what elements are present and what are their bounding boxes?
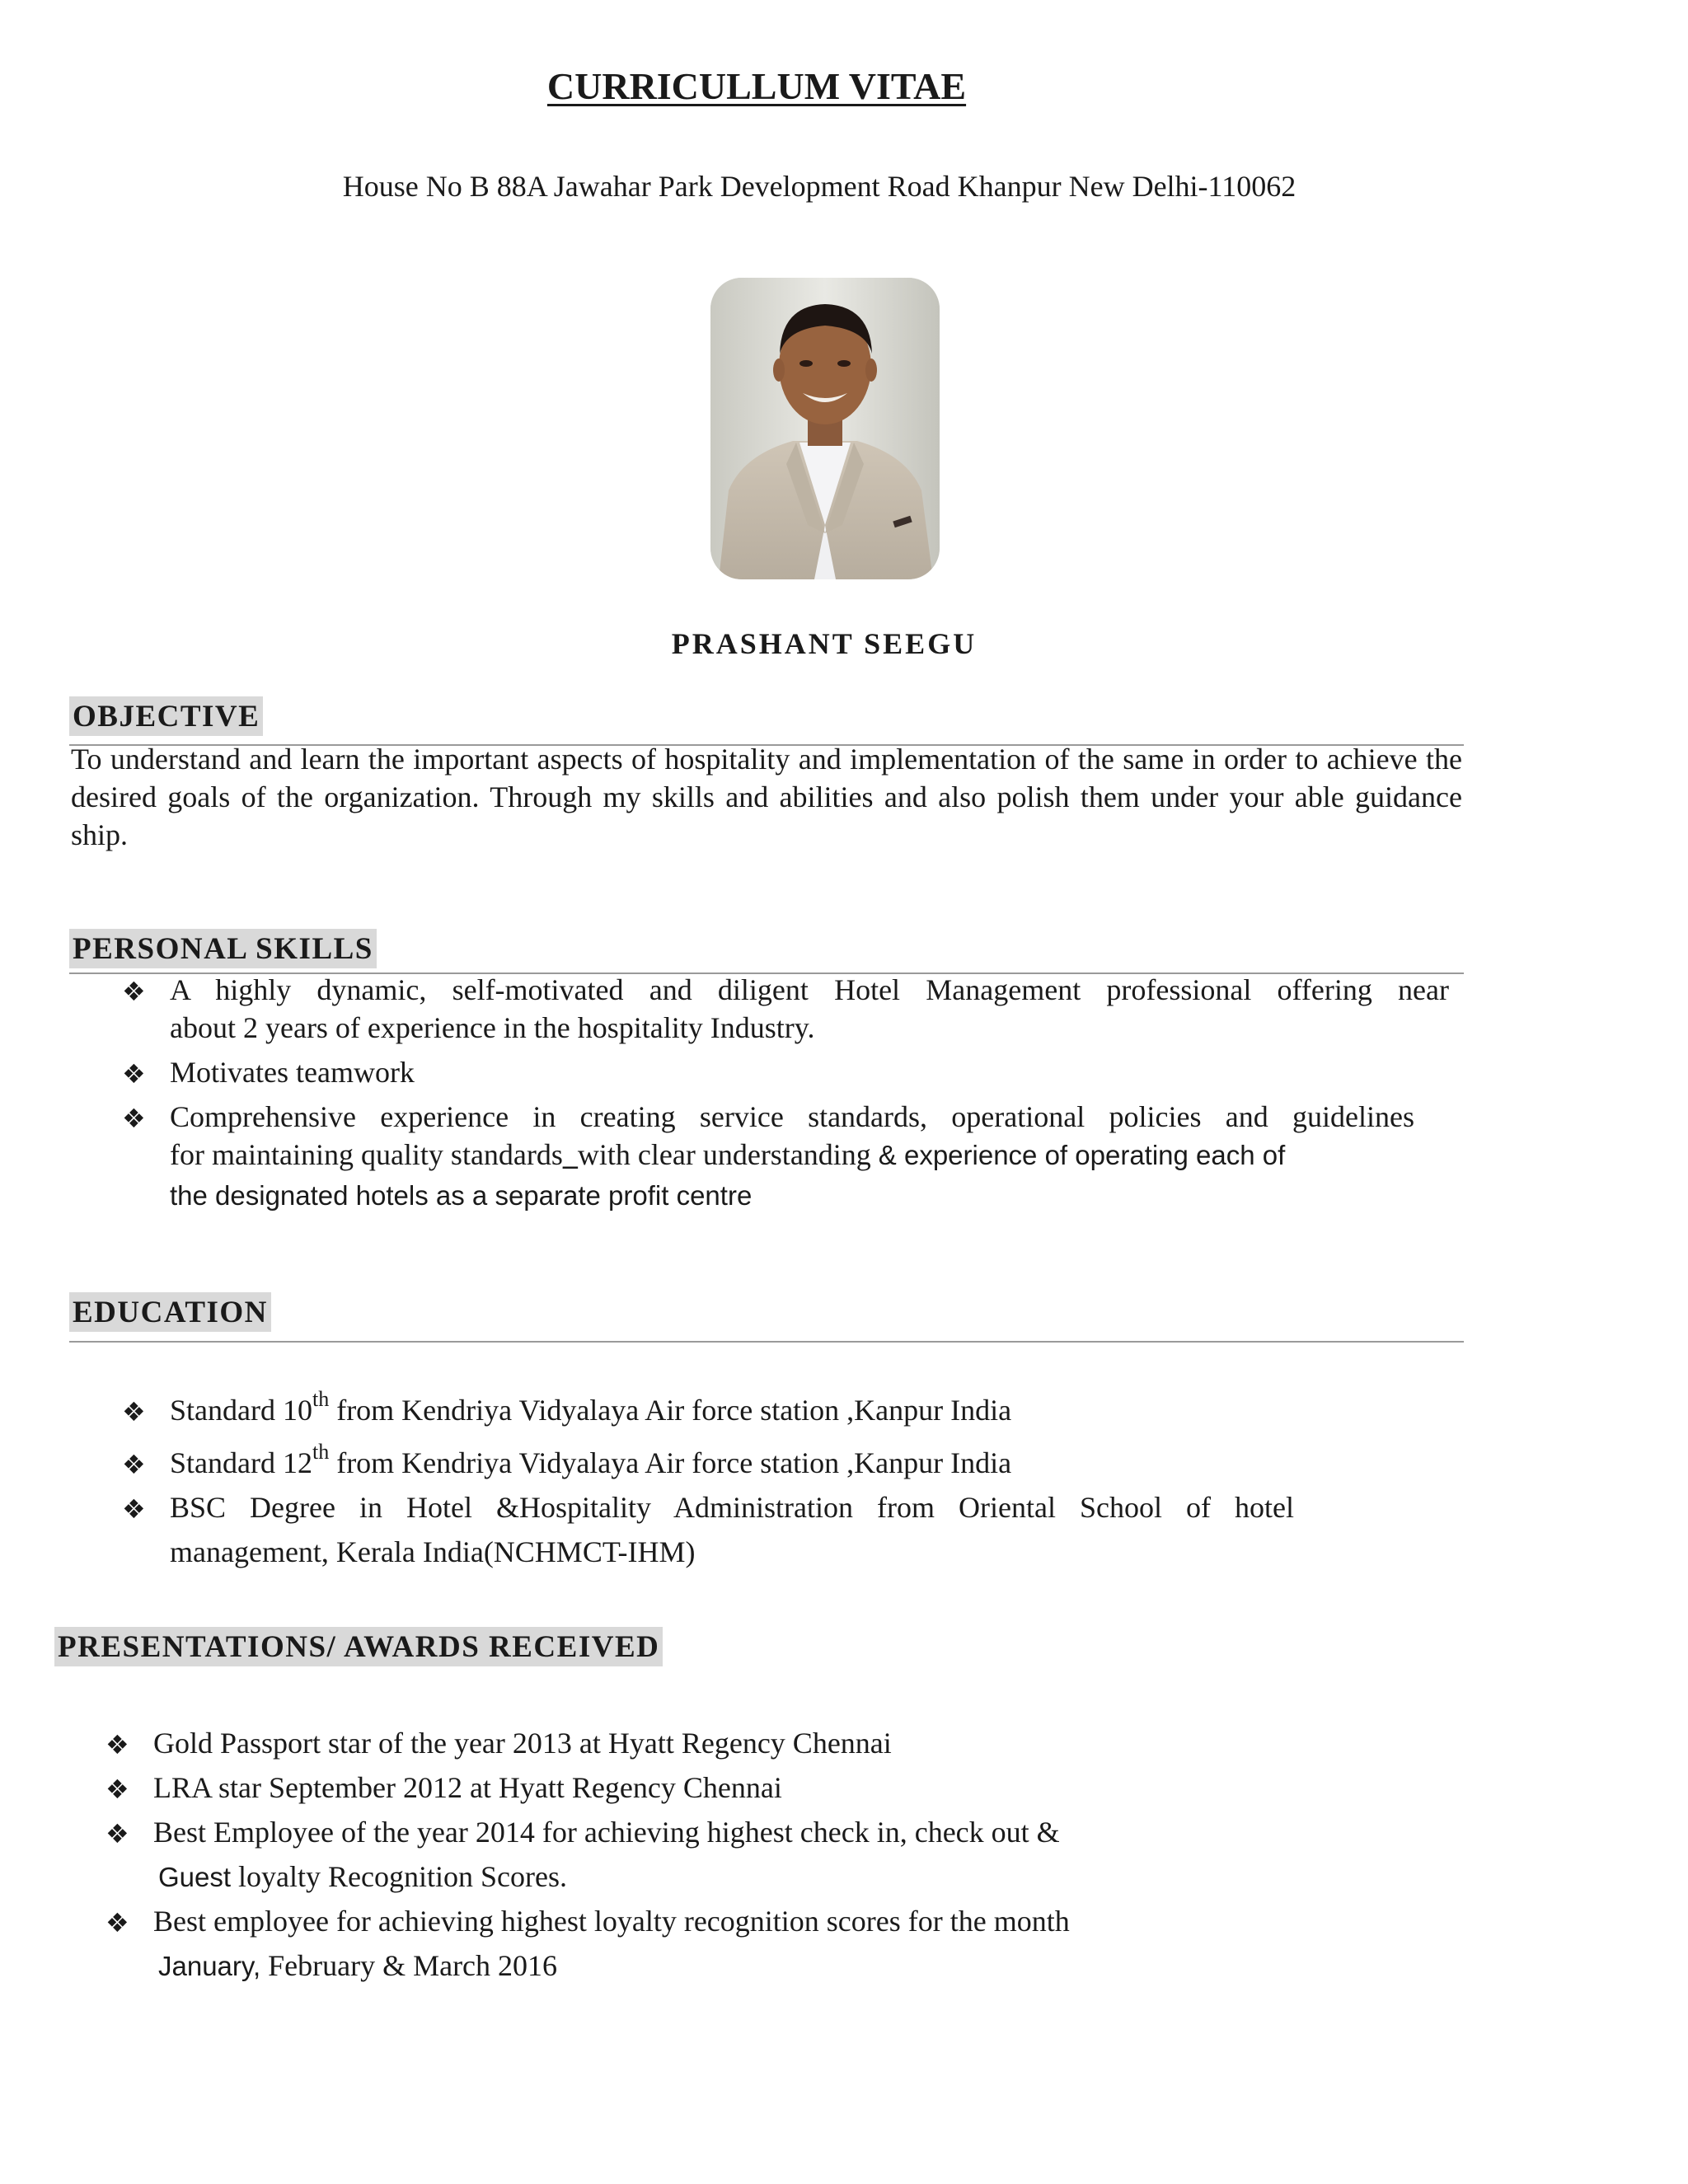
award-line: LRA star September 2012 at Hyatt Regency Chennai (153, 1771, 782, 1804)
bullet-icon: ❖ (122, 1396, 146, 1427)
education-heading: EDUCATION (69, 1292, 271, 1332)
list-item (122, 969, 1465, 1052)
award-line: Guest loyalty Recognition Scores. (158, 1860, 567, 1893)
list-item (122, 1052, 1465, 1093)
list-item (106, 1811, 1449, 1902)
bullet-icon: ❖ (106, 1818, 129, 1849)
address: House No B 88A Jawahar Park Development Road Khanpur New Delhi-110062 (342, 170, 1296, 203)
bullet-icon: ❖ (122, 976, 146, 1007)
education-line: management, Kerala India(NCHMCT-IHM) (170, 1535, 696, 1568)
education-line: Standard 10th from Kendriya Vidyalaya Air force station ,Kanpur India (170, 1387, 1012, 1427)
skill-line: for maintaining quality standards_with clear understanding & experience of operating each of (170, 1138, 1286, 1171)
list-item (106, 1900, 1449, 1991)
bullet-icon: ❖ (122, 1493, 146, 1525)
bullet-icon: ❖ (106, 1774, 129, 1805)
skill-line: the designated hotels as a separate profit centre (170, 1180, 753, 1211)
bullet-icon: ❖ (122, 1449, 146, 1480)
profile-photo (710, 278, 940, 579)
skill-line: Motivates teamwork (170, 1056, 415, 1089)
award-line: Gold Passport star of the year 2013 at Hyatt Regency Chennai (153, 1727, 892, 1760)
bullet-icon: ❖ (106, 1729, 129, 1760)
award-line: Best employee for achieving highest loyalty recognition scores for the month (153, 1905, 1070, 1938)
bullet-icon: ❖ (122, 1103, 146, 1134)
awards-heading: PRESENTATIONS/ AWARDS RECEIVED (54, 1627, 663, 1666)
list-item (122, 1442, 1465, 1483)
bullet-icon: ❖ (106, 1907, 129, 1938)
list-item (122, 1487, 1465, 1577)
award-line: Best Employee of the year 2014 for achieving highest check in, check out & (153, 1816, 1060, 1849)
list-item (106, 1722, 1449, 1764)
award-line: January, February & March 2016 (158, 1949, 558, 1982)
personal-skills-heading: PERSONAL SKILLS (69, 929, 377, 968)
candidate-name: PRASHANT SEEGU (671, 627, 978, 660)
list-item (122, 1387, 1465, 1431)
skill-line: A highly dynamic, self-motivated and diligent Hotel Management professional offering near (170, 973, 1449, 1006)
document-title: CURRICULLUM VITAE (546, 65, 967, 107)
skill-line: Comprehensive experience in creating service standards, operational policies and guidelines (170, 1100, 1414, 1133)
objective-heading: OBJECTIVE (69, 696, 263, 736)
skill-line: about 2 years of experience in the hospitality Industry. (170, 1011, 815, 1044)
bullet-icon: ❖ (122, 1058, 146, 1090)
list-item (122, 1096, 1465, 1220)
education-divider (69, 1341, 1464, 1343)
objective-text: To understand and learn the important aspects of hospitality and implementation of the same in order to achieve the desired goals of the organization. Through my skills and abilities and also polish them under your able guidance ship. (71, 743, 1462, 851)
education-line: Standard 12th from Kendriya Vidyalaya Air force station ,Kanpur India (170, 1440, 1012, 1479)
list-item (106, 1767, 1449, 1808)
education-line: BSC Degree in Hotel &Hospitality Administration from Oriental School of hotel (170, 1491, 1294, 1524)
